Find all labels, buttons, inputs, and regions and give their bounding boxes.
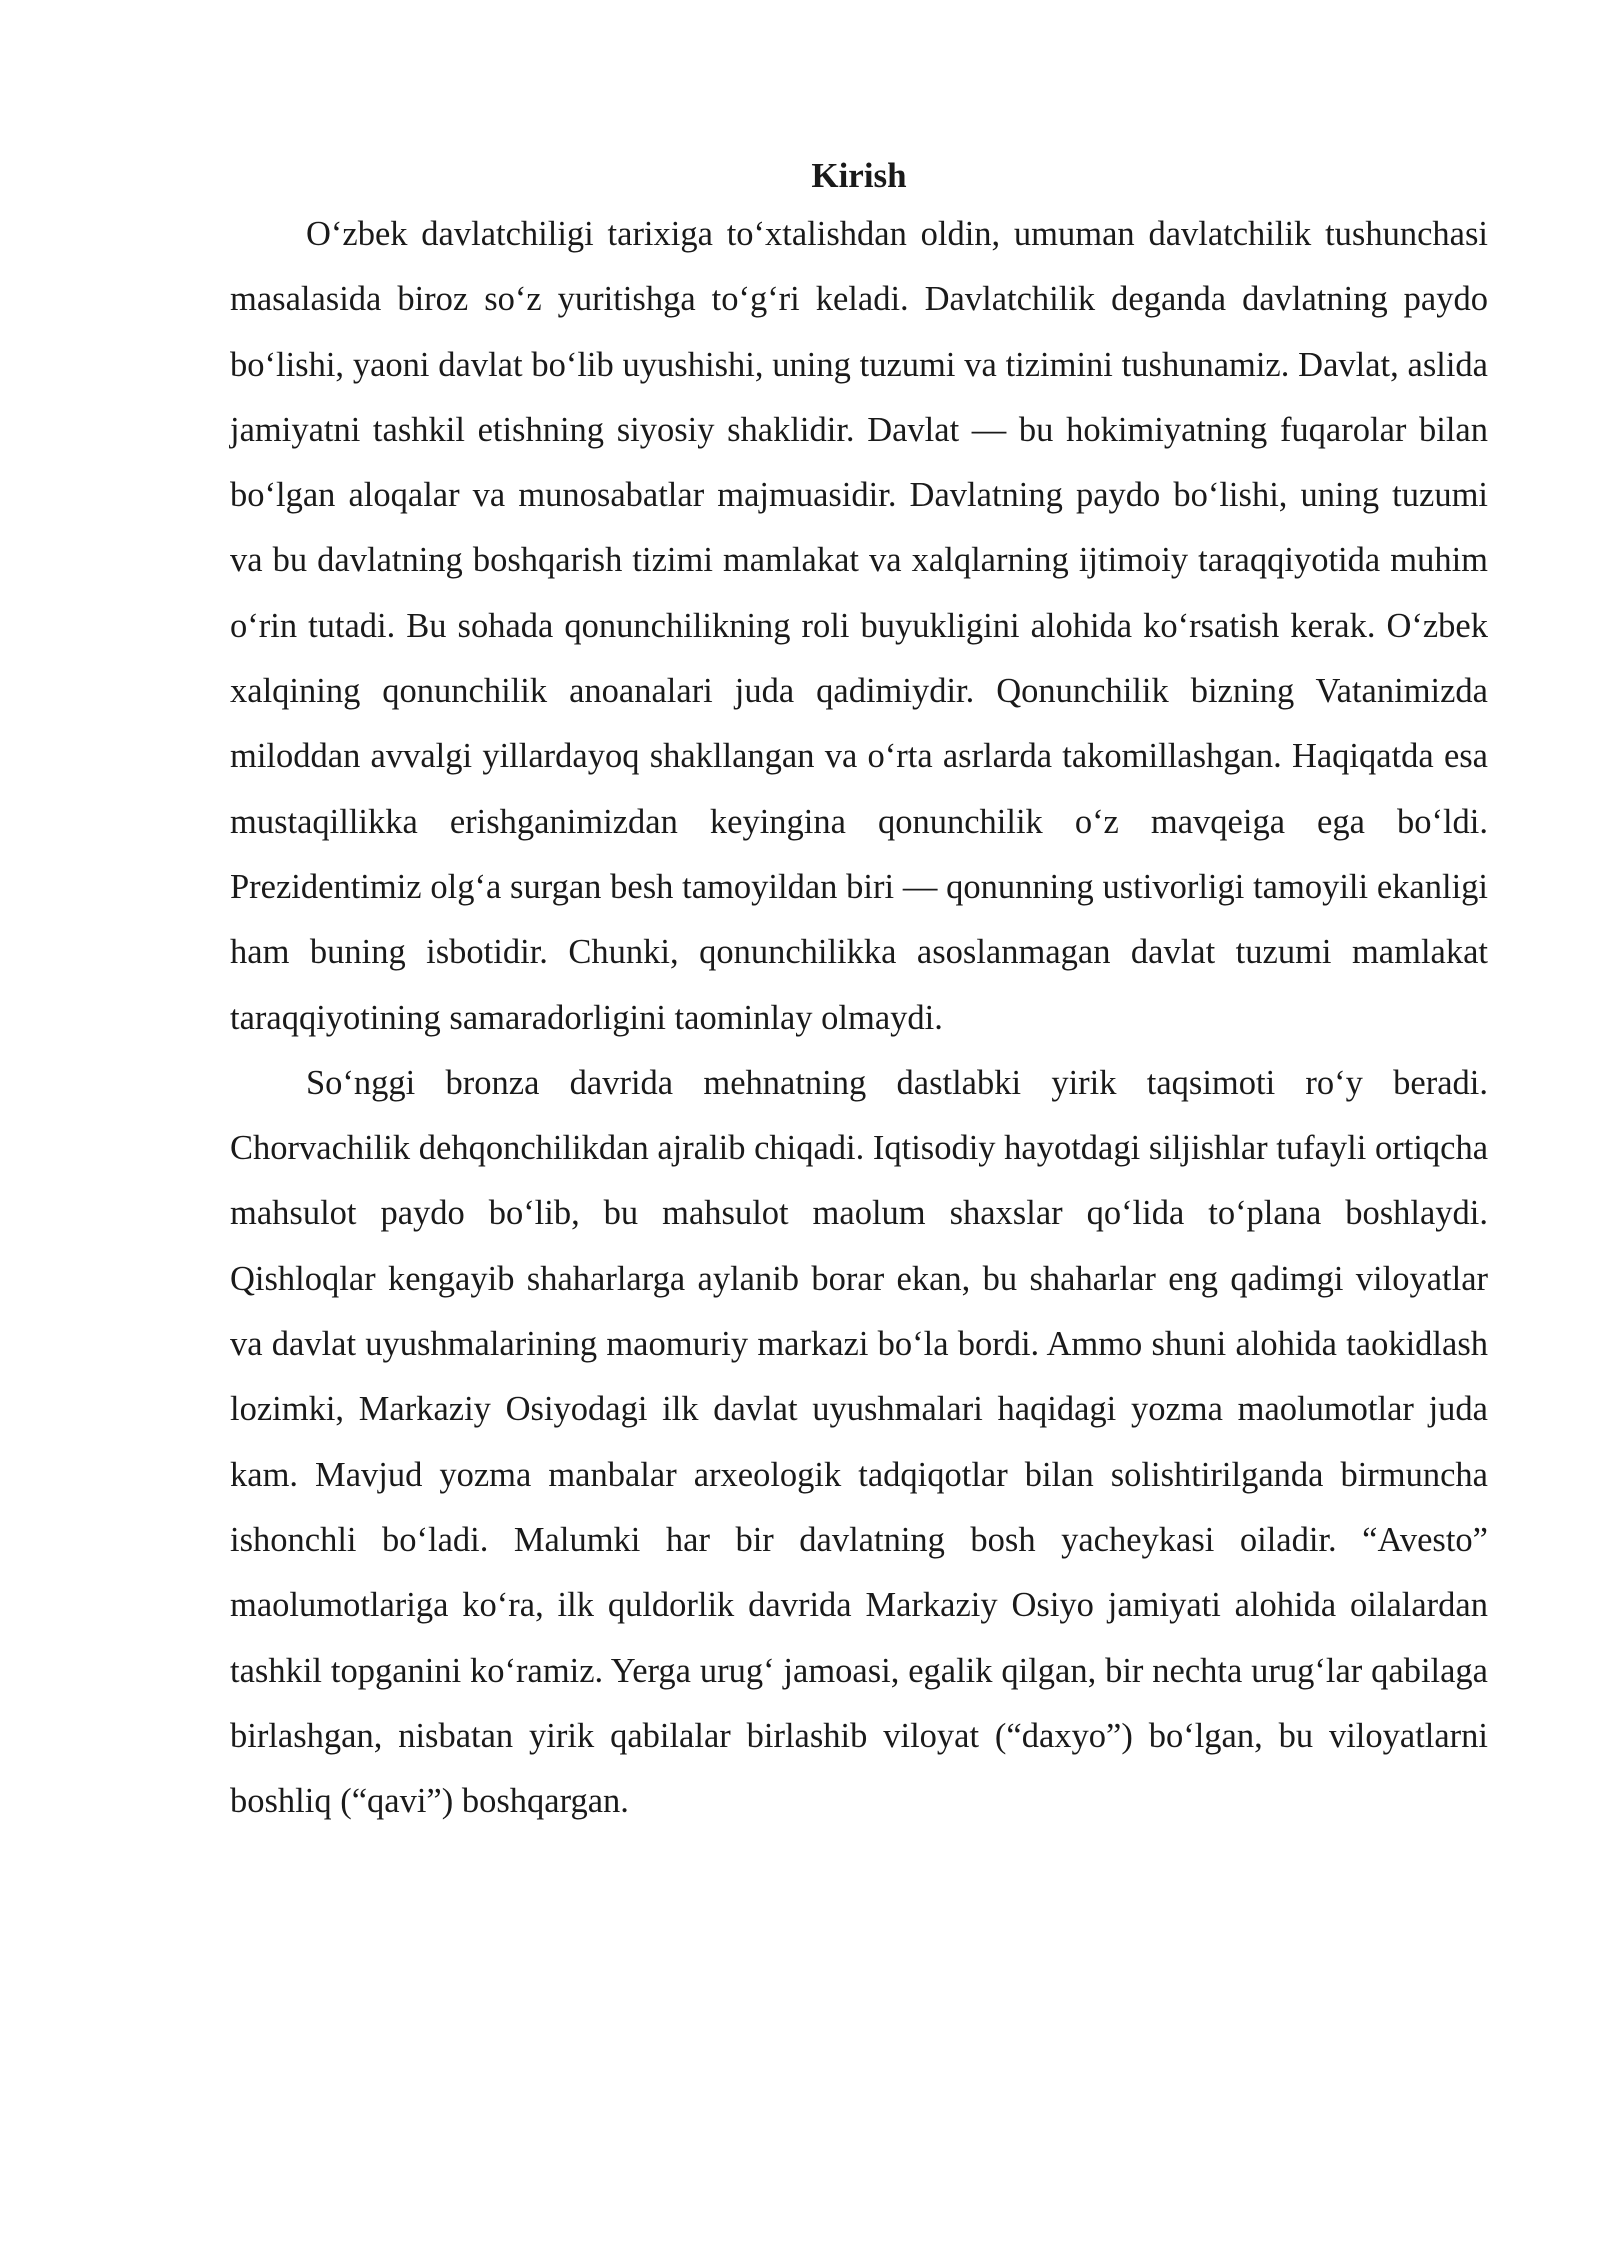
document-page — [230, 150, 1488, 1834]
paragraph-statehood-definition: O‘zbek davlatchiligi tarixiga to‘xtalishdan oldin, umuman davlatchilik tushunchasi masalasida biroz so‘z yuritishga to‘g‘ri keladi. Davlatchilik deganda davlatning paydo bo‘lishi, yaoni davlat bo‘lib uyushishi, uning tuzumi va tizimini tushunamiz. Davlat, aslida jamiyatni tashkil etishning siyosiy shaklidir. Davlat — bu hokimiyatning fuqarolar bilan bo‘lgan aloqalar va munosabatlar majmuasidir. Davlatning paydo bo‘lishi, uning tuzumi va bu davlatning boshqarish tizimi mamlakat va xalqlarning ijtimoiy taraqqiyotida muhim o‘rin tutadi. Bu sohada qonunchilikning roli buyukligini alohida ko‘rsatish kerak. O‘zbek xalqining qonunchilik anoanalari juda qadimiydir. Qonunchilik bizning Vatanimizda miloddan avvalgi yillardayoq shakllangan va o‘rta asrlarda takomillashgan. Haqiqatda esa mustaqillikka erishganimizdan keyingina qonunchilik o‘z mavqeiga ega bo‘ldi. Prezidentimiz olg‘a surgan besh tamoyildan biri — qonunning ustivorligi tamoyili ekanligi ham buning isbotidir. Chunki, qonunchilikka asoslanmagan davlat tuzumi mamlakat taraqqiyotining samaradorligini taominlay olmaydi. — [230, 215, 1488, 1037]
paragraph-bronze-age: So‘nggi bronza davrida mehnatning dastlabki yirik taqsimoti ro‘y beradi. Chorvachilik dehqonchilikdan ajralib chiqadi. Iqtisodiy hayotdagi siljishlar tufayli ortiqcha mahsulot paydo bo‘lib, bu mahsulot maolum shaxslar qo‘lida to‘plana boshlaydi. Qishloqlar kengayib shaharlarga aylanib borar ekan, bu shaharlar eng qadimgi viloyatlar va davlat uyushmalarining maomuriy markazi bo‘la bordi. Ammo shuni alohida taokidlash lozimki, Markaziy Osiyodagi ilk davlat uyushmalari haqidagi yozma maolumotlar juda kam. Mavjud yozma manbalar arxeologik tadqiqotlar bilan solishtirilganda birmuncha ishonchli bo‘ladi. Malumki har bir davlatning bosh yacheykasi oiladir. “Avesto” maolumotlariga ko‘ra, ilk quldorlik davrida Markaziy Osiyo jamiyati alohida oilalardan tashkil topganini ko‘ramiz. Yerga urug‘ jamoasi, egalik qilgan, bir nechta urug‘lar qabilaga birlashgan, nisbatan yirik qabilalar birlashib viloyat (“daxyo”) bo‘lgan, bu viloyatlarni boshliq (“qavi”) boshqargan. — [230, 1063, 1489, 1821]
document-title: Kirish — [811, 156, 907, 195]
